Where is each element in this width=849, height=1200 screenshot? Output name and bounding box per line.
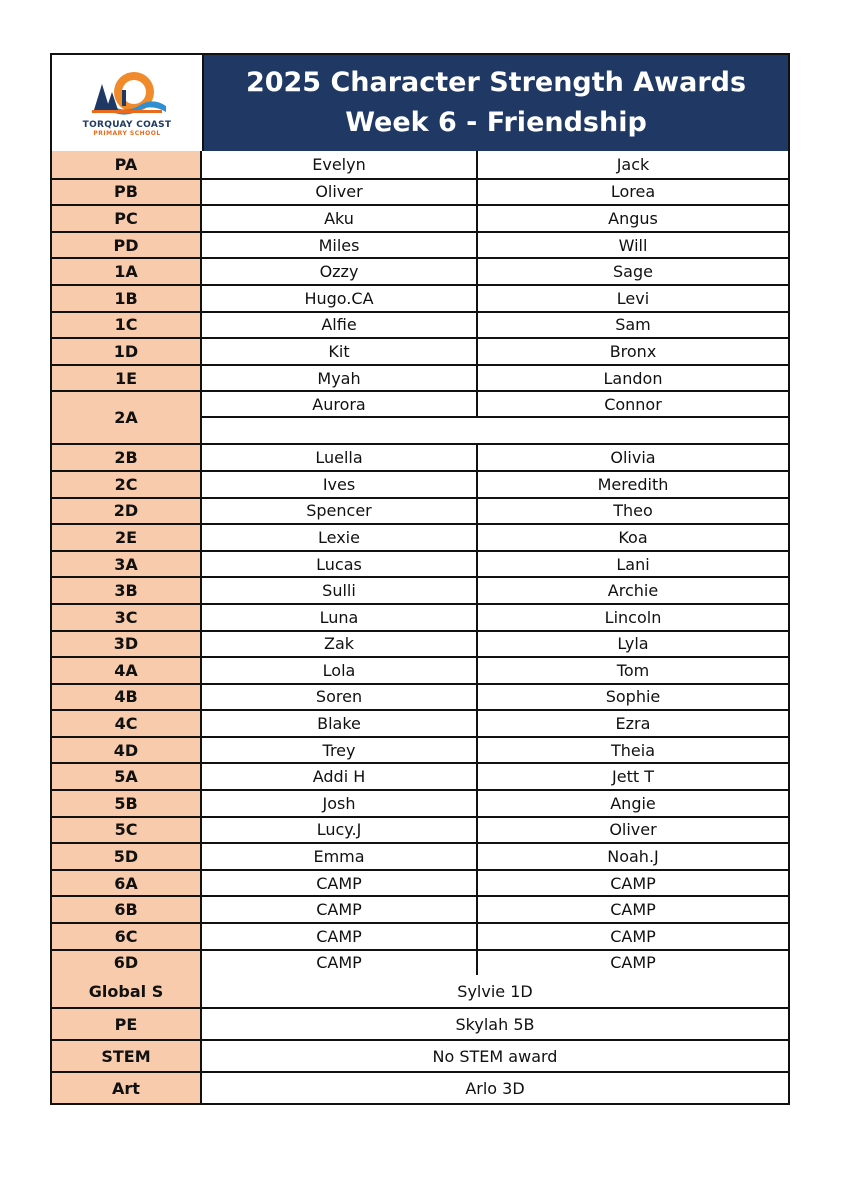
table-row	[52, 656, 788, 683]
table-row	[52, 364, 788, 391]
student-name: Lexie	[202, 525, 478, 550]
class-label: 2C	[52, 472, 202, 497]
student-name: Lucas	[202, 552, 478, 577]
student-name: Soren	[202, 685, 478, 710]
class-label: 4A	[52, 658, 202, 683]
student-name: Lorea	[610, 182, 656, 202]
class-label: 4C	[52, 711, 202, 736]
class-label: 5D	[52, 844, 202, 869]
student-name: Lucy.J	[202, 818, 478, 843]
table-row	[52, 816, 788, 843]
student-name: Jack	[616, 154, 650, 174]
table-row	[52, 869, 788, 896]
class-label: 5A	[52, 764, 202, 789]
table-row	[52, 949, 788, 976]
table-row	[52, 683, 788, 710]
class-label: 4B	[52, 685, 202, 710]
class-label: 5C	[52, 818, 202, 843]
student-name: Kit	[202, 339, 478, 364]
student-name: Jett T	[612, 767, 654, 787]
table-row	[52, 576, 788, 603]
page-subtitle: Week 6 - Friendship	[345, 107, 647, 138]
student-name: Archie	[607, 581, 659, 601]
logo-subtext: PRIMARY SCHOOL	[93, 129, 161, 137]
student-name: Zak	[202, 632, 478, 657]
special-award-row	[52, 1039, 788, 1071]
student-name: Ezra	[615, 714, 651, 734]
student-name: CAMP	[202, 924, 478, 949]
table-row	[52, 550, 788, 577]
page-title: 2025 Character Strength Awards	[245, 67, 747, 98]
class-rows	[52, 151, 788, 975]
award-winner: Arlo 3D	[465, 1078, 525, 1098]
table-row	[52, 390, 788, 443]
table-row	[52, 231, 788, 258]
class-label: 3A	[52, 552, 202, 577]
student-name: Lola	[202, 658, 478, 683]
student-name: Evelyn	[202, 151, 478, 178]
student-name: CAMP	[610, 873, 656, 893]
class-label: 1B	[52, 286, 202, 311]
class-label: 4D	[52, 738, 202, 763]
special-award-row	[52, 1071, 788, 1103]
table-row	[52, 709, 788, 736]
table-row	[52, 762, 788, 789]
class-label: 6B	[52, 897, 202, 922]
student-name: CAMP	[610, 953, 656, 973]
student-name: Lani	[616, 554, 650, 574]
table-row	[52, 922, 788, 949]
student-name: Alfie	[202, 313, 478, 338]
class-label: 1E	[52, 366, 202, 391]
table-row	[52, 603, 788, 630]
class-label: 1A	[52, 259, 202, 284]
class-label: 1C	[52, 313, 202, 338]
title-banner	[204, 55, 788, 151]
award-category-label: STEM	[52, 1041, 202, 1071]
class-label: PD	[52, 233, 202, 258]
class-label: 2E	[52, 525, 202, 550]
class-label: PC	[52, 206, 202, 231]
student-name: Sulli	[202, 578, 478, 603]
student-name: Blake	[202, 711, 478, 736]
award-category-label: PE	[52, 1009, 202, 1039]
student-name: Hugo.CA	[202, 286, 478, 311]
student-name: Aku	[202, 206, 478, 231]
student-name: Koa	[618, 527, 648, 547]
student-name: Tom	[616, 660, 650, 680]
student-name: Connor	[604, 394, 662, 414]
table-row	[52, 895, 788, 922]
student-name: Emma	[202, 844, 478, 869]
class-label: PA	[52, 151, 202, 178]
student-name: Sage	[613, 262, 653, 282]
student-name: Bronx	[609, 341, 657, 361]
student-name: Oliver	[609, 820, 657, 840]
special-award-row	[52, 975, 788, 1007]
student-name: Landon	[603, 368, 663, 388]
student-name: Oliver	[202, 180, 478, 205]
student-name: Lyla	[617, 634, 649, 654]
student-name: Luna	[202, 605, 478, 630]
student-name: Ozzy	[202, 259, 478, 284]
school-logo	[52, 55, 204, 151]
special-award-row	[52, 1007, 788, 1039]
class-label: 2D	[52, 499, 202, 524]
student-name: CAMP	[202, 871, 478, 896]
student-name: Angus	[608, 208, 658, 228]
student-name: Josh	[202, 791, 478, 816]
class-label: 3C	[52, 605, 202, 630]
student-name: Meredith	[597, 474, 669, 494]
student-name: Spencer	[202, 499, 478, 524]
logo-text: TORQUAY COAST	[82, 119, 172, 130]
school-logo-icon	[82, 70, 172, 122]
class-label: 2B	[52, 445, 202, 470]
award-winner: Skylah 5B	[455, 1014, 535, 1034]
student-name: Angie	[610, 793, 656, 813]
class-label: PB	[52, 180, 202, 205]
table-header	[52, 55, 788, 151]
award-winner: No STEM award	[432, 1046, 558, 1066]
table-row	[52, 443, 788, 470]
class-label: 5B	[52, 791, 202, 816]
student-name: Luella	[202, 445, 478, 470]
table-row	[52, 842, 788, 869]
student-name: Theo	[613, 501, 653, 521]
student-name: Lincoln	[604, 607, 662, 627]
special-award-rows	[52, 975, 788, 1103]
student-name: Ives	[202, 472, 478, 497]
table-row	[52, 337, 788, 364]
student-name: Trey	[202, 738, 478, 763]
award-winner: Sylvie 1D	[457, 981, 533, 1001]
table-row	[52, 178, 788, 205]
student-name: Miles	[202, 233, 478, 258]
table-row	[52, 257, 788, 284]
student-name: Aurora	[202, 392, 478, 416]
student-name: Addi H	[202, 764, 478, 789]
student-name: Myah	[202, 366, 478, 391]
award-category-label: Global S	[52, 975, 202, 1007]
student-name: Theia	[610, 740, 655, 760]
class-label: 3B	[52, 578, 202, 603]
table-row	[52, 311, 788, 338]
table-row	[52, 789, 788, 816]
class-label: 6C	[52, 924, 202, 949]
table-row	[52, 284, 788, 311]
class-label: 6A	[52, 871, 202, 896]
class-label: 6D	[52, 951, 202, 976]
class-label: 2A	[52, 392, 202, 443]
student-name: Noah.J	[607, 847, 659, 867]
table-row	[52, 736, 788, 763]
student-name: Levi	[616, 288, 650, 308]
table-row	[52, 497, 788, 524]
student-name: Sam	[615, 315, 651, 335]
student-name: Sophie	[605, 687, 661, 707]
student-name: Will	[618, 235, 648, 255]
student-name: CAMP	[610, 926, 656, 946]
awards-table	[50, 53, 790, 1105]
class-label: 3D	[52, 632, 202, 657]
table-row	[52, 630, 788, 657]
extra-name-cell	[202, 418, 788, 443]
class-label: 1D	[52, 339, 202, 364]
table-row	[52, 523, 788, 550]
table-row	[52, 204, 788, 231]
award-category-label: Art	[52, 1073, 202, 1103]
student-name: CAMP	[610, 900, 656, 920]
student-name: Olivia	[610, 448, 656, 468]
table-row	[52, 151, 788, 178]
table-row	[52, 470, 788, 497]
student-name: CAMP	[202, 897, 478, 922]
student-name: CAMP	[202, 951, 478, 976]
